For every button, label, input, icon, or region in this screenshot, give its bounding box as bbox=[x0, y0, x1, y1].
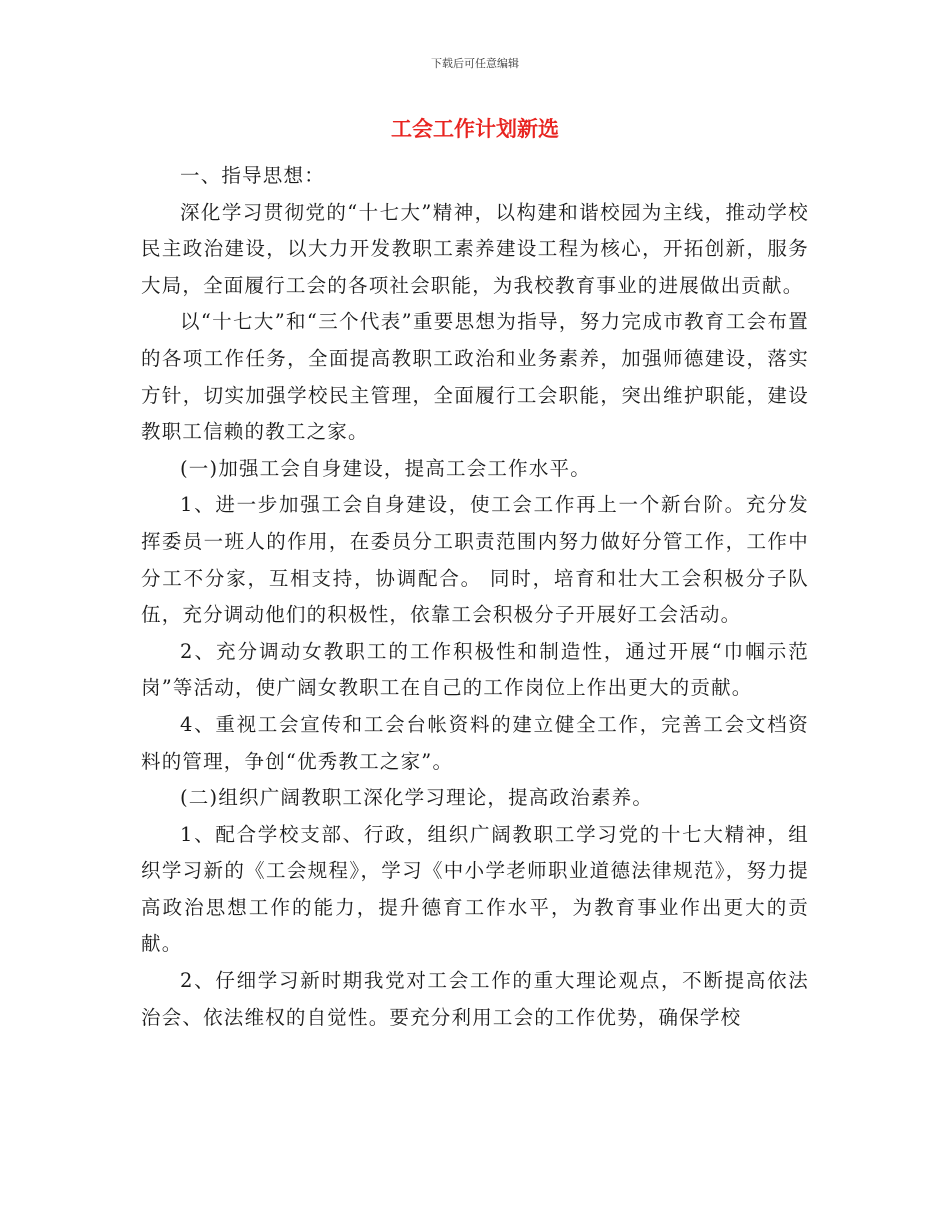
paragraph: 2、仔细学习新时期我党对工会工作的重大理论观点，不断提高依法治会、依法维权的自觉性。要充分利用工会的工作优势，确保学校 bbox=[141, 969, 809, 1029]
paragraph: 1、进一步加强工会自身建设，使工会工作再上一个新台阶。充分发挥委员一班人的作用，在委员分工职责范围内努力做好分管工作，工作中分工不分家，互相支持，协调配合。 同时，培育和壮大工会积极分子队伍，充分调动他们的积极性，依靠工会积极分子开展好工会活动。 bbox=[141, 493, 809, 627]
paragraph-section-heading: (一)加强工会自身建设，提高工会工作水平。 bbox=[180, 456, 591, 480]
document-body bbox=[141, 158, 809, 1036]
paragraph-section-heading: (二)组织广阔教职工深化学习理论，提高政治素养。 bbox=[180, 786, 654, 810]
paragraph: 以“十七大”和“三个代表”重要思想为指导，努力完成市教育工会布置的各项工作任务，全面提高教职工政治和业务素养，加强师德建设，落实方针，切实加强学校民主管理，全面履行工会职能，突出维护职能，建设教职工信赖的教工之家。 bbox=[141, 310, 809, 444]
paragraph-guiding-ideology-heading: 一、指导思想： bbox=[180, 164, 325, 187]
paragraph: 2、充分调动女教职工的工作积极性和制造性，通过开展“巾帼示范岗”等活动，使广阔女教职工在自己的工作岗位上作出更大的贡献。 bbox=[141, 639, 809, 700]
paragraph: 4、重视工会宣传和工会台帐资料的建立健全工作，完善工会文档资料的管理，争创“优秀教工之家”。 bbox=[141, 712, 809, 773]
header-note: 下载后可任意编辑 bbox=[431, 57, 519, 70]
paragraph: 深化学习贯彻党的“十七大”精神，以构建和谐校园为主线，推动学校民主政治建设，以大力开发教职工素养建设工程为核心，开拓创新，服务大局，全面履行工会的各项社会职能，为我校教育事业的进展做出贡献。 bbox=[141, 200, 809, 297]
paragraph: 1、配合学校支部、行政，组织广阔教职工学习党的十七大精神，组织学习新的《工会规程》，学习《中小学老师职业道德法律规范》，努力提高政治思想工作的能力，提升德育工作水平，为教育事业作出更大的贡献。 bbox=[141, 822, 809, 956]
document-title: 工会工作计划新选 bbox=[391, 117, 559, 141]
